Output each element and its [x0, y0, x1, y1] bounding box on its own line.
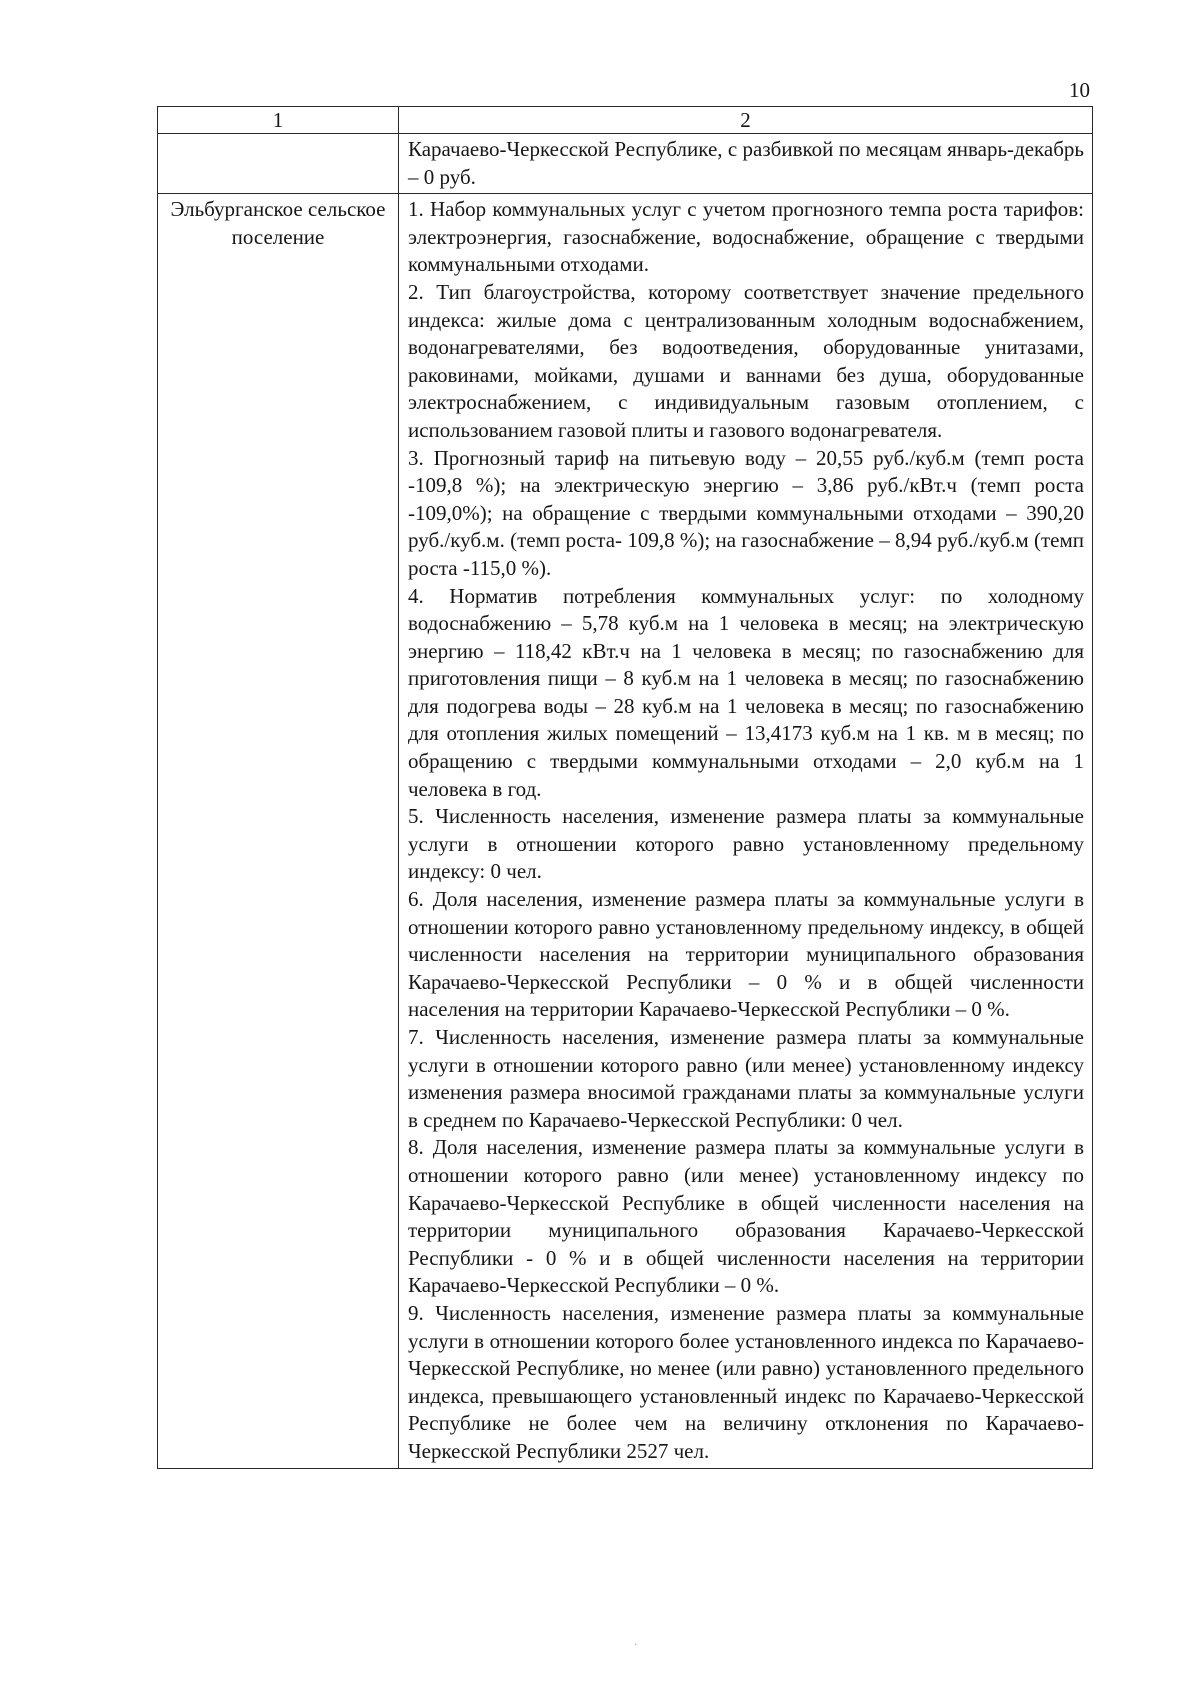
continuation-paragraph: Карачаево-Черкесской Республике, с разбивкой по месяцам январь-декабрь – 0 руб. [408, 137, 1084, 189]
settlement-name-cell: Эльбурганское сельское поселение [158, 194, 399, 1468]
continuation-settlement-cell [158, 134, 399, 194]
item-9-paragraph: 9. Численность населения, изменение размера платы за коммунальные услуги в отношении которого более установленного индекса по Карачаево-Черкесской Республике, но менее (или равно) установленного предельного индекса, превышающего установленный индекс по Карачаево-Черкесской Республике не более чем на величину отклонения по Карачаево-Черкесской Республики 2527 чел. [408, 1300, 1084, 1463]
item-7-paragraph: 7. Численность населения, изменение размера платы за коммунальные услуги в отношении которого равно (или менее) установленному индексу изменения размера вносимой гражданами платы за коммунальные услуги в среднем по Карачаево-Черкесской Республики: 0 чел. [408, 1025, 1084, 1132]
item-1-paragraph: 1. Набор коммунальных услуг с учетом прогнозного темпа роста тарифов: электроэнергия, газоснабжение, водоснабжение, обращение с твердыми коммунальными отходами. [408, 197, 1084, 277]
scan-mark: · [634, 1640, 638, 1651]
continuation-row [158, 134, 1093, 194]
item-3-paragraph: 3. Прогнозный тариф на питьевую воду – 20,55 руб./куб.м (темп роста -109,8 %); на электрическую энергию – 3,86 руб./кВт.ч (темп роста -109,0%); на обращение с твердыми коммунальными отходами – 390,20 руб./куб.м. (темп роста- 109,8 %); на газоснабжение – 8,94 руб./куб.м (темп роста -115,0 %). [408, 445, 1084, 580]
item-5-paragraph: 5. Численность населения, изменение размера платы за коммунальные услуги в отношении которого равно установленному предельному индексу: 0 чел. [408, 804, 1084, 884]
municipal-indices-table [157, 106, 1093, 1469]
table-header-row [158, 107, 1093, 134]
item-6-paragraph: 6. Доля населения, изменение размера платы за коммунальные услуги в отношении которого равно установленному предельному индексу, в общей численности населения на территории муниципального образования Карачаево-Черкесской Республики – 0 % и в общей численности населения на территории Карачаево-Черкесской Республики – 0 %. [408, 887, 1084, 1022]
item-2-paragraph: 2. Тип благоустройства, которому соответствует значение предельного индекса: жилые дома с централизованным холодным водоснабжением, водонагревателями, без водоотведения, оборудованные унитазами, раковинами, мойками, душами и ваннами без душа, оборудованные электроснабжением, с индивидуальным газовым отоплением, с использованием газовой плиты и газового водонагревателя. [408, 279, 1084, 442]
item-8-paragraph: 8. Доля населения, изменение размера платы за коммунальные услуги в отношении которого равно (или менее) установленному индексу по Карачаево-Черкесской Республике в общей численности населения на территории муниципального образования Карачаево-Черкесской Республики - 0 % и в общей численности населения на территории Карачаево-Черкесской Республики – 0 %. [408, 1135, 1084, 1298]
page-number: 10 [1069, 78, 1090, 102]
continuation-text-cell [399, 134, 1093, 194]
settlement-row [158, 194, 1093, 1468]
column-2-header: 2 [399, 107, 1093, 134]
settlement-details-cell [399, 194, 1093, 1468]
item-4-paragraph: 4. Норматив потребления коммунальных услуг: по холодному водоснабжению – 5,78 куб.м на 1 человека в месяц; на электрическую энергию – 118,42 кВт.ч на 1 человека в месяц; по газоснабжению для приготовления пищи – 8 куб.м на 1 человека в месяц; по газоснабжению для подогрева воды – 28 куб.м на 1 человека в месяц; по газоснабжению для отопления жилых помещений – 13,4173 куб.м на 1 кв. м в месяц; по обращению с твердыми коммунальными отходами – 2,0 куб.м на 1 человека в год. [408, 583, 1084, 801]
column-1-header: 1 [158, 107, 399, 134]
